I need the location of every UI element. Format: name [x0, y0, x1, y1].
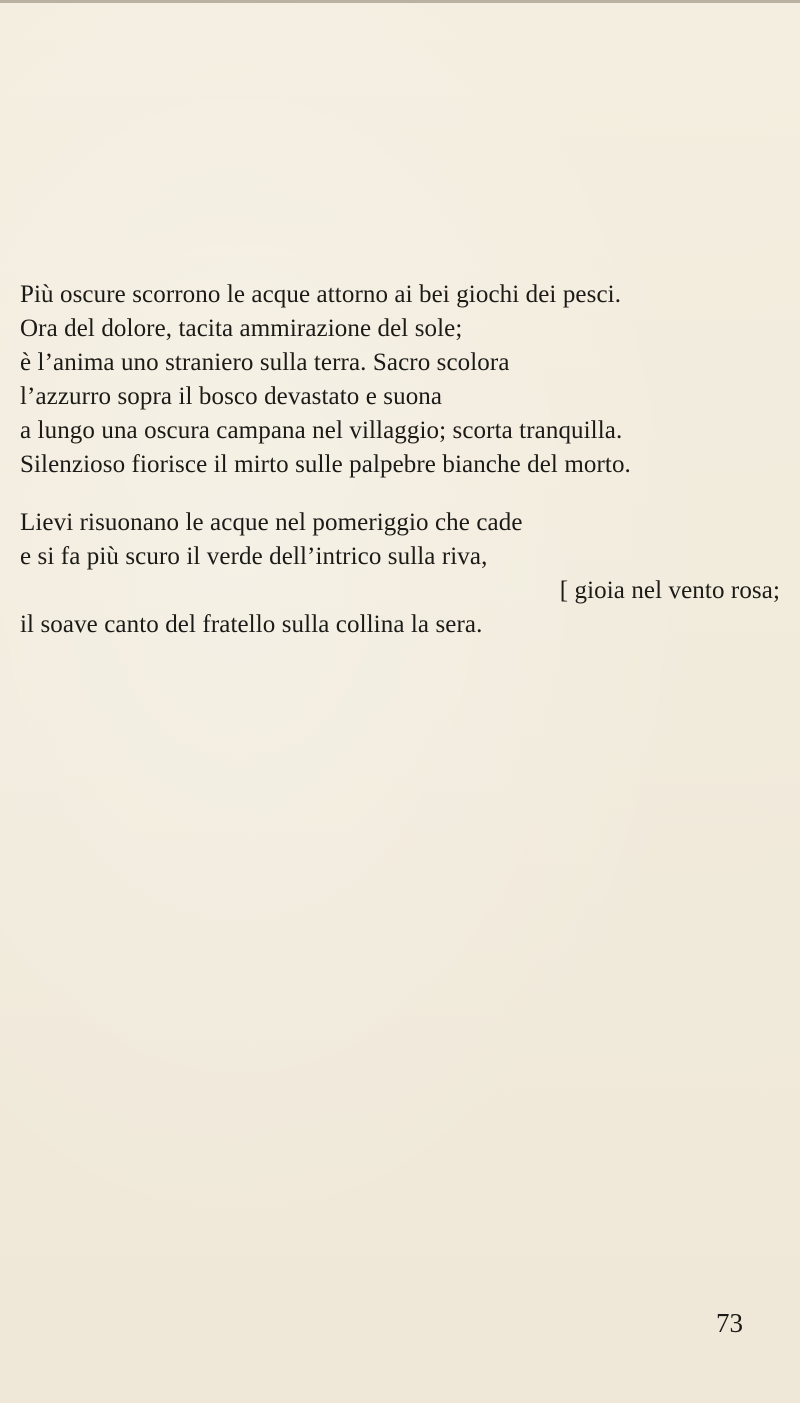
stanza-1 [20, 278, 780, 482]
page-number: 73 [716, 1308, 743, 1338]
poem-line-continuation: [ gioia nel vento rosa; [559, 577, 780, 604]
poem-line: e si fa più scuro il verde dell’intrico sulla riva, [20, 543, 488, 570]
poem-line: Lievi risuonano le acque nel pomeriggio che cade [20, 509, 523, 536]
page-top-edge [0, 0, 800, 3]
poem-line: Più oscure scorrono le acque attorno ai bei giochi dei pesci. [20, 281, 622, 308]
poem-line: l’azzurro sopra il bosco devastato e suona [20, 383, 443, 410]
poem-text [20, 278, 780, 666]
poem-line: a lungo una oscura campana nel villaggio; scorta tranquilla. [20, 417, 623, 444]
poem-line: è l’anima uno straniero sulla terra. Sacro scolora [20, 349, 510, 376]
stanza-2 [20, 506, 780, 642]
poem-line: Ora del dolore, tacita ammirazione del sole; [20, 315, 463, 342]
poem-line: Silenzioso fiorisce il mirto sulle palpebre bianche del morto. [20, 451, 631, 478]
poem-line: il soave canto del fratello sulla collina la sera. [20, 611, 483, 638]
